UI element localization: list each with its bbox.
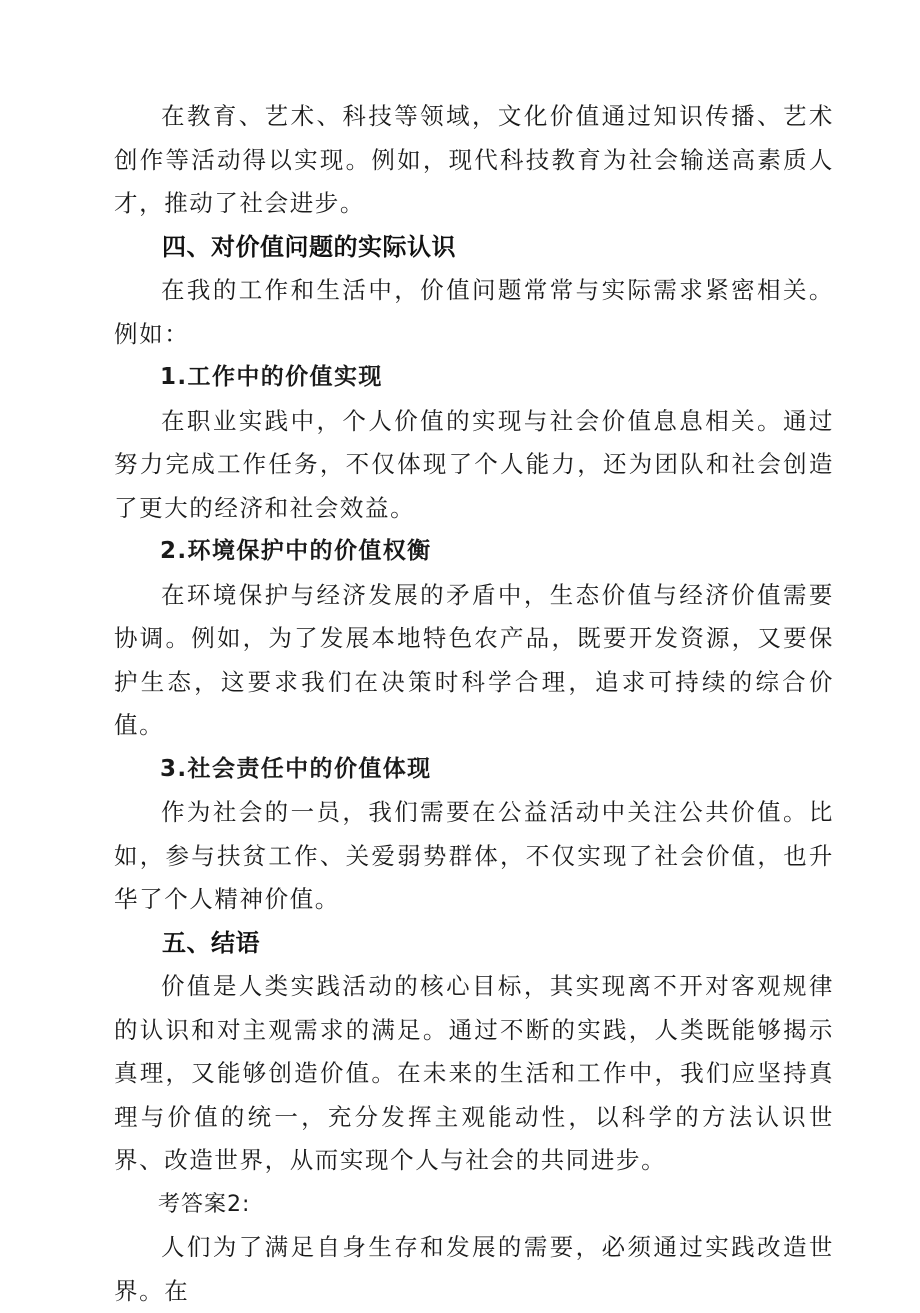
document-body [114,95,834,1313]
paragraph-conclusion: 价值是人类实践活动的核心目标，其实现离不开对客观规律的认识和对主观需求的满足。通过不断的实践，人类既能够揭示真理，又能够创造价值。在未来的生活和工作中，我们应坚持真理与价值的统一，充分发挥主观能动性，以科学的方法认识世界、改造世界，从而实现个人与社会的共同进步。 [114,972,834,1174]
paragraph-work-value: 在职业实践中，个人价值的实现与社会价值息息相关。通过努力完成工作任务，不仅体现了个人能力，还为团队和社会创造了更大的经济和社会效益。 [114,406,834,522]
section-heading-practical-understanding: 四、对价值问题的实际认识 [162,232,456,261]
paragraph-work-life-intro: 在我的工作和生活中，价值问题常常与实际需求紧密相关。例如： [114,276,834,348]
reference-answer-label: 考答案2: [158,1191,251,1217]
paragraph-culture-value: 在教育、艺术、科技等领域，文化价值通过知识传播、艺术创作等活动得以实现。例如，现代科技教育为社会输送高素质人才，推动了社会进步。 [114,102,834,217]
subheading-environment-value: 2.环境保护中的价值权衡 [160,538,432,564]
paragraph-social-responsibility: 作为社会的一员，我们需要在公益活动中关注公共价值。比如，参与扶贫工作、关爱弱势群体，不仅实现了社会价值，也升华了个人精神价值。 [114,798,834,913]
subheading-work-value: 1.工作中的价值实现 [160,364,383,390]
section-heading-conclusion: 五、结语 [162,928,260,957]
paragraph-answer-start: 人们为了满足自身生存和发展的需要，必须通过实践改造世界。在 [114,1233,834,1305]
subheading-social-responsibility: 3.社会责任中的价值体现 [160,755,432,782]
paragraph-environment-value: 在环境保护与经济发展的矛盾中，生态价值与经济价值需要协调。例如，为了发展本地特色农产品，既要开发资源，又要保护生态，这要求我们在决策时科学合理，追求可持续的综合价值。 [114,580,834,739]
